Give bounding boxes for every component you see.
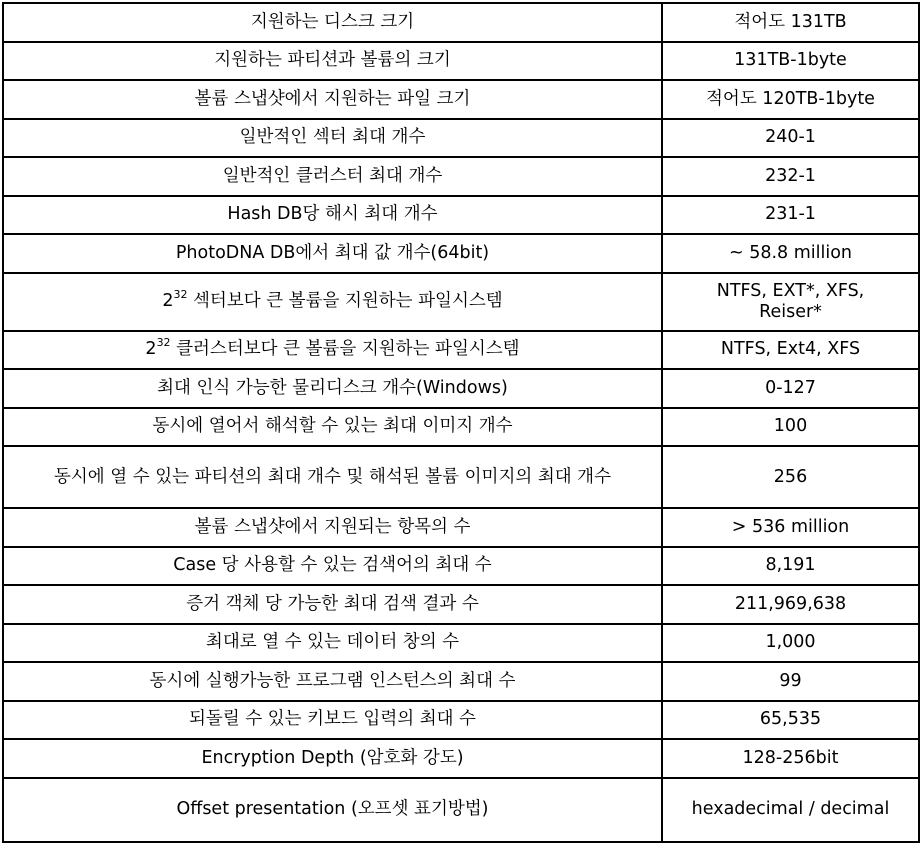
label-exponent: 32 (156, 336, 171, 350)
row-label: 최대로 열 수 있는 데이터 창의 수 (3, 624, 662, 663)
table-row (3, 624, 919, 663)
row-label: 동시에 실행가능한 프로그램 인스턴스의 최대 수 (3, 662, 662, 701)
row-label: Hash DB당 해시 최대 개수 (3, 196, 662, 235)
row-label: 동시에 열어서 해석할 수 있는 최대 이미지 개수 (3, 408, 662, 447)
row-value: NTFS, Ext4, XFS (662, 331, 919, 370)
row-value: 적어도 131TB (662, 3, 919, 42)
row-label: PhotoDNA DB에서 최대 값 개수(64bit) (3, 234, 662, 273)
label-exponent: 32 (173, 288, 188, 302)
table-row (3, 585, 919, 624)
table-row (3, 446, 919, 508)
table-row (3, 508, 919, 547)
table-row (3, 547, 919, 586)
row-value: 256 (662, 446, 919, 508)
row-value: 적어도 120TB-1byte (662, 80, 919, 119)
specifications-table (2, 2, 920, 843)
table-row (3, 196, 919, 235)
row-value: 232-1 (662, 157, 919, 196)
table-row (3, 408, 919, 447)
table-row (3, 273, 919, 331)
table-row (3, 234, 919, 273)
row-label: 볼륨 스냅샷에서 지원하는 파일 크기 (3, 80, 662, 119)
row-value: 240-1 (662, 119, 919, 158)
row-label: 증거 객체 당 가능한 최대 검색 결과 수 (3, 585, 662, 624)
table-row (3, 739, 919, 778)
row-value: hexadecimal / decimal (662, 778, 919, 842)
row-label: 최대 인식 가능한 물리디스크 개수(Windows) (3, 369, 662, 408)
table-row (3, 369, 919, 408)
row-value: ~ 58.8 million (662, 234, 919, 273)
row-value: 131TB-1byte (662, 42, 919, 81)
row-value: 8,191 (662, 547, 919, 586)
row-value: 211,969,638 (662, 585, 919, 624)
row-label (3, 273, 662, 331)
row-label: 볼륨 스냅샷에서 지원되는 항목의 수 (3, 508, 662, 547)
row-value: > 536 million (662, 508, 919, 547)
table-row (3, 778, 919, 842)
row-label: Case 당 사용할 수 있는 검색어의 최대 수 (3, 547, 662, 586)
row-value: 100 (662, 408, 919, 447)
row-label: 되돌릴 수 있는 키보드 입력의 최대 수 (3, 701, 662, 740)
label-rest: 섹터보다 큰 볼륨을 지원하는 파일시스템 (187, 291, 503, 311)
label-base: 2 (162, 291, 174, 311)
value-line-2: Reiser* (759, 301, 822, 322)
table-row (3, 662, 919, 701)
row-value: 99 (662, 662, 919, 701)
table-row (3, 119, 919, 158)
label-rest: 클러스터보다 큰 볼륨을 지원하는 파일시스템 (170, 339, 520, 360)
row-value: 65,535 (662, 701, 919, 740)
table-row (3, 80, 919, 119)
row-label: 지원하는 파티션과 볼륨의 크기 (3, 42, 662, 81)
row-value: 128-256bit (662, 739, 919, 778)
row-value: 0-127 (662, 369, 919, 408)
row-label: Encryption Depth (암호화 강도) (3, 739, 662, 778)
row-label: 동시에 열 수 있는 파티션의 최대 개수 및 해석된 볼륨 이미지의 최대 개수 (3, 446, 662, 508)
table-row (3, 42, 919, 81)
row-label: 지원하는 디스크 크기 (3, 3, 662, 42)
row-label: Offset presentation (오프셋 표기방법) (3, 778, 662, 842)
value-line-1: NTFS, EXT*, XFS, (716, 280, 865, 301)
row-value (662, 273, 919, 331)
table-row (3, 3, 919, 42)
row-label (3, 331, 662, 370)
table-row (3, 701, 919, 740)
table-row (3, 331, 919, 370)
row-value: 231-1 (662, 196, 919, 235)
row-value: 1,000 (662, 624, 919, 663)
table-row (3, 157, 919, 196)
label-base: 2 (145, 339, 157, 360)
row-label: 일반적인 클러스터 최대 개수 (3, 157, 662, 196)
row-label: 일반적인 섹터 최대 개수 (3, 119, 662, 158)
